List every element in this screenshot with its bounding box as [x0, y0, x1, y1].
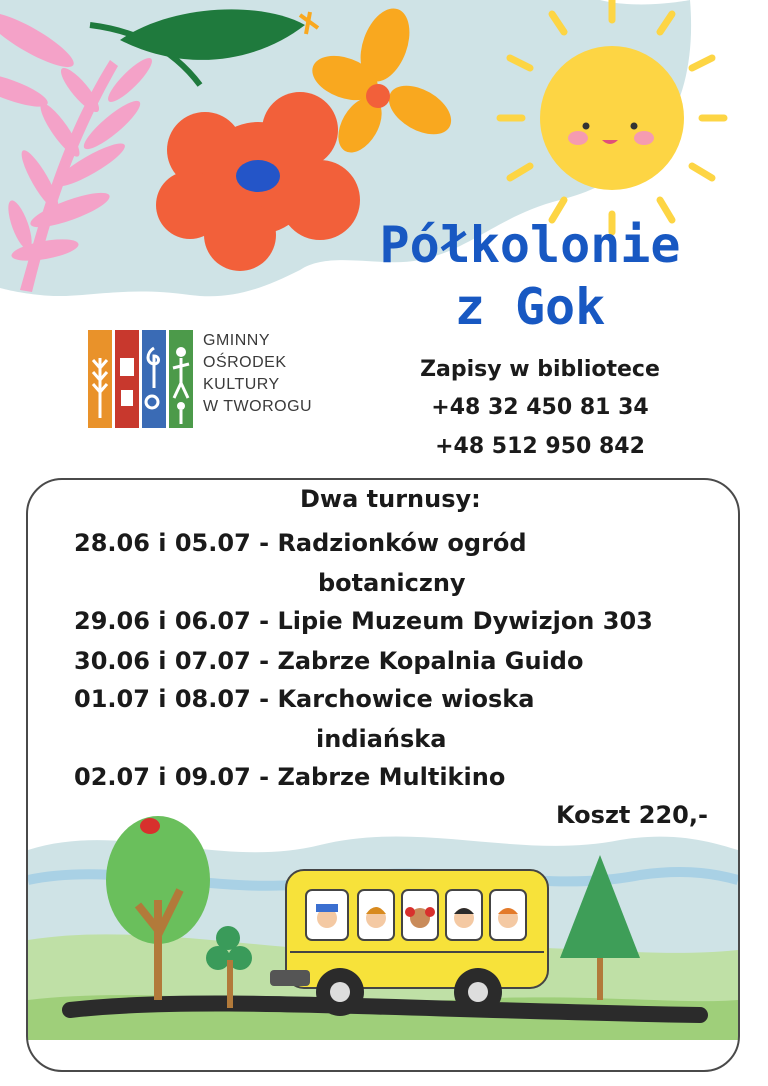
page-title-line-1: Półkolonie [379, 216, 681, 274]
phone-number-2: +48 512 950 842 [435, 434, 645, 459]
schedule-row-continuation: indiańska [316, 725, 447, 753]
registration-info: Zapisy w bibliotece [420, 357, 660, 382]
schedule-heading: Dwa turnusy: [300, 485, 481, 513]
logo-text [203, 330, 353, 418]
logo-text-line: W TWOROGU [203, 398, 313, 415]
logo-text-line: GMINNY [203, 332, 270, 349]
schedule-row: 28.06 i 05.07 - Radzionków ogród [74, 529, 527, 557]
logo-text-line: KULTURY [203, 376, 280, 393]
logo-text-line: OŚRODEK [203, 354, 287, 371]
schedule-row-continuation: botaniczny [318, 569, 466, 597]
schedule-row: 30.06 i 07.07 - Zabrze Kopalnia Guido [74, 647, 584, 675]
page-title-line-2: z Gok [454, 278, 606, 336]
phone-number-1: +48 32 450 81 34 [431, 395, 649, 420]
schedule-row: 02.07 i 09.07 - Zabrze Multikino [74, 763, 506, 791]
schedule-row: 29.06 i 06.07 - Lipie Muzeum Dywizjon 303 [74, 607, 653, 635]
cost-label: Koszt 220,- [556, 801, 708, 829]
schedule-row: 01.07 i 08.07 - Karchowice wioska [74, 685, 535, 713]
